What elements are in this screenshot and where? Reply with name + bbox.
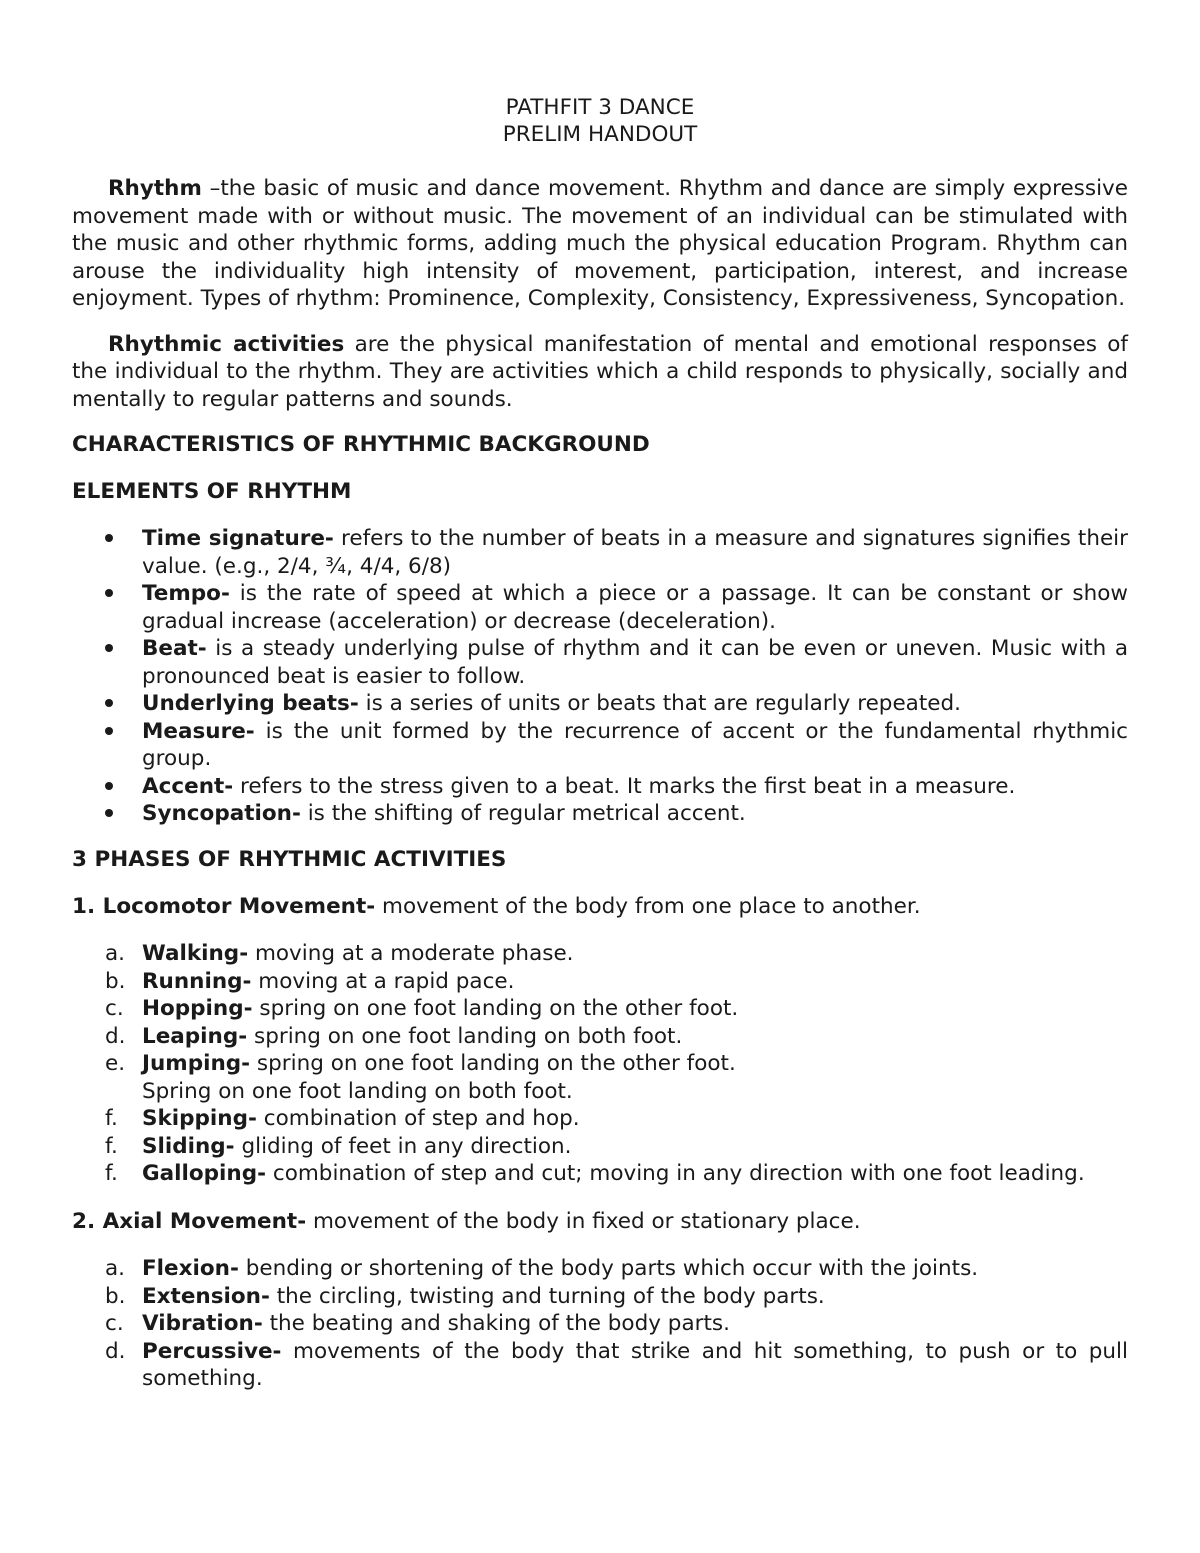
- item-text: combination of step and hop.: [256, 1106, 580, 1131]
- list-marker: a.: [105, 941, 126, 966]
- item-term: Jumping-: [142, 1051, 251, 1076]
- list-marker: f.: [105, 1106, 118, 1131]
- item-text: Spring on one foot landing on both foot.: [142, 1078, 573, 1104]
- list-item: [72, 525, 1128, 580]
- list-item: [72, 968, 1128, 996]
- bullet-icon: [105, 809, 113, 817]
- bullet-icon: [105, 589, 113, 597]
- axial-term: Axial Movement-: [102, 1208, 307, 1234]
- list-item: [72, 1133, 1128, 1161]
- list-item: [72, 1338, 1128, 1393]
- list-marker: a.: [105, 1256, 126, 1281]
- rhythmic-activities-paragraph: [72, 331, 1128, 414]
- locomotor-text: movement of the body from one place to another.: [375, 893, 921, 919]
- item-term: Leaping-: [142, 1023, 248, 1049]
- list-marker: c.: [105, 996, 124, 1021]
- bullet-icon: [105, 782, 113, 790]
- bullet-icon: [105, 699, 113, 707]
- element-text: refers to the number of beats in a measure and signatures signifies their value. (e.g., 2/4, ¾, 4/4, 6/8): [142, 526, 1128, 579]
- list-item: [72, 773, 1128, 801]
- phases-heading: 3 PHASES OF RHYTHMIC ACTIVITIES: [72, 846, 507, 872]
- list-item: [72, 1283, 1128, 1311]
- item-text: the circling, twisting and turning of the body parts.: [269, 1283, 825, 1309]
- item-text: movements of the body that strike and hit something, to push or to pull something.: [142, 1338, 1128, 1391]
- document-header: [72, 94, 1128, 148]
- bullet-icon: [105, 727, 113, 735]
- list-item: [72, 1105, 1128, 1133]
- element-text: is the unit formed by the recurrence of accent or the fundamental rhythmic group.: [142, 718, 1128, 771]
- rhythmic-activities-term: Rhythmic activities: [108, 331, 345, 357]
- list-item: [72, 635, 1128, 690]
- handout-title: PRELIM HANDOUT: [502, 122, 698, 147]
- axial-number: 2.: [72, 1208, 103, 1234]
- item-term: Hopping-: [142, 996, 253, 1021]
- list-item: [72, 940, 1128, 968]
- elements-list: [72, 525, 1128, 828]
- list-item: [72, 1050, 1128, 1078]
- item-text: spring on one foot landing on both foot.: [247, 1023, 683, 1049]
- list-item: [72, 580, 1128, 635]
- element-term: Beat-: [142, 636, 207, 661]
- item-text: the beating and shaking of the body parts.: [262, 1311, 730, 1336]
- item-text: moving at a rapid pace.: [251, 968, 515, 994]
- axial-text: movement of the body in fixed or stationary place.: [306, 1208, 861, 1234]
- item-text: combination of step and cut; moving in any direction with one foot leading.: [266, 1161, 1085, 1186]
- list-item: [72, 690, 1128, 718]
- item-text: gliding of feet in any direction.: [234, 1133, 572, 1159]
- element-text: refers to the stress given to a beat. It marks the first beat in a measure.: [233, 773, 1016, 799]
- list-marker: b.: [105, 1283, 126, 1309]
- element-term: Underlying beats-: [142, 691, 359, 716]
- list-item: [72, 1310, 1128, 1338]
- locomotor-number: 1.: [72, 893, 103, 919]
- element-text: is the rate of speed at which a piece or a passage. It can be constant or show gradual increase (acceleration) or decrease (deceleration).: [142, 581, 1128, 634]
- locomotor-heading: [72, 893, 1128, 921]
- element-term: Tempo-: [142, 581, 230, 606]
- axial-heading: [72, 1208, 1128, 1236]
- list-item: [72, 1160, 1128, 1188]
- item-term: Running-: [142, 968, 252, 994]
- list-item: [72, 1255, 1128, 1283]
- rhythm-paragraph: [72, 175, 1128, 313]
- list-marker: d.: [105, 1338, 126, 1364]
- locomotor-term: Locomotor Movement-: [102, 893, 376, 919]
- element-text: is a steady underlying pulse of rhythm and it can be even or uneven. Music with a pronounced beat is easier to follow.: [142, 636, 1128, 689]
- rhythm-definition: –the basic of music and dance movement. Rhythm and dance are simply expressive movement made with or without music. The movement of an individual can be stimulated with the music and other rhythmic forms, adding much the physical education Program. Rhythm can arouse the individuality high intensity of movement, participation, interest, and increase enjoyment. Types of rhythm: Prominence, Complexity, Consistency, Expressiveness, Syncopation.: [72, 176, 1128, 311]
- list-marker: c.: [105, 1311, 124, 1336]
- item-term: Percussive-: [142, 1338, 282, 1364]
- bullet-icon: [105, 644, 113, 652]
- axial-list: [72, 1255, 1128, 1393]
- elements-heading: ELEMENTS OF RHYTHM: [72, 479, 352, 504]
- item-term: Vibration-: [142, 1311, 263, 1336]
- list-marker: e.: [105, 1051, 126, 1076]
- rhythm-term: Rhythm: [108, 176, 202, 201]
- list-item: [72, 995, 1128, 1023]
- course-title: PATHFIT 3 DANCE: [505, 95, 695, 120]
- element-term: Accent-: [142, 773, 234, 799]
- element-text: is the shifting of regular metrical accent.: [300, 801, 746, 826]
- item-term: Extension-: [142, 1283, 270, 1309]
- list-marker: f.: [105, 1161, 118, 1186]
- list-item: [72, 718, 1128, 773]
- item-text: spring on one foot landing on the other foot.: [252, 996, 739, 1021]
- item-text: moving at a moderate phase.: [248, 941, 574, 966]
- item-text: bending or shortening of the body parts which occur with the joints.: [238, 1256, 979, 1281]
- element-term: Time signature-: [142, 526, 334, 551]
- list-marker: b.: [105, 968, 126, 994]
- item-term: Sliding-: [142, 1133, 235, 1159]
- item-text: spring on one foot landing on the other foot.: [250, 1051, 736, 1076]
- list-marker: d.: [105, 1023, 126, 1049]
- characteristics-heading: CHARACTERISTICS OF RHYTHMIC BACKGROUND: [72, 432, 650, 457]
- list-item-continuation: [72, 1078, 1128, 1106]
- item-term: Galloping-: [142, 1161, 267, 1186]
- item-term: Walking-: [142, 941, 249, 966]
- element-term: Syncopation-: [142, 801, 301, 826]
- element-term: Measure-: [142, 718, 255, 744]
- rhythmic-activities-definition: are the physical manifestation of mental and emotional responses of the individual to the rhythm. They are activities which a child responds to physically, socially and mentally to regular patterns and sounds.: [72, 331, 1128, 412]
- bullet-icon: [105, 534, 113, 542]
- item-term: Skipping-: [142, 1106, 257, 1131]
- item-term: Flexion-: [142, 1256, 239, 1281]
- locomotor-list: [72, 940, 1128, 1188]
- list-item: [72, 800, 1128, 828]
- list-item: [72, 1023, 1128, 1051]
- element-text: is a series of units or beats that are regularly repeated.: [358, 691, 961, 716]
- list-marker: f.: [105, 1133, 118, 1159]
